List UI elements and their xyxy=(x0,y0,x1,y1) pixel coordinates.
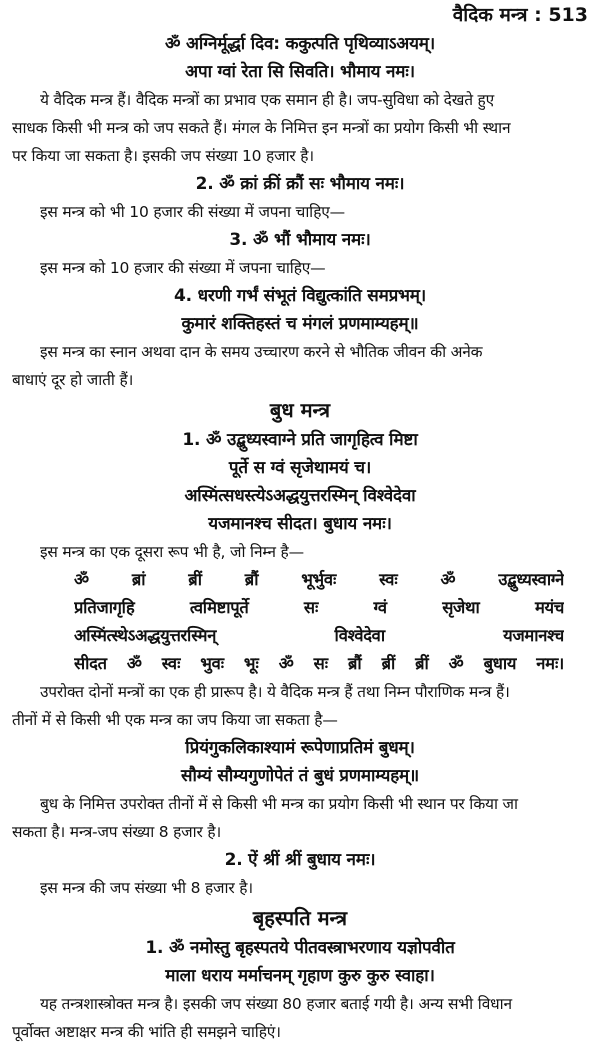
mantra-block xyxy=(12,566,588,678)
paragraph-line: बुध के निमित्त उपरोक्त तीनों में से किसी भी मन्त्र का प्रयोग किसी भी स्थान पर किया जा xyxy=(40,795,518,813)
mantra-line: अपा ग्वां रेता सि सिवति। भौमाय नमः। xyxy=(185,62,415,82)
paragraph-line: इस मन्त्र की जप संख्या भी 8 हजार है। xyxy=(40,879,253,897)
mantra-line: पूर्ते स ग्वं सृजेथामयं च। xyxy=(228,458,372,478)
mantra-line: यजमानश्च सीदत। बुधाय नमः। xyxy=(208,514,392,534)
mantra-line: माला धराय मर्माचनम् गृहाण कुरु कुरु स्वाहा। xyxy=(165,966,435,986)
mantra-line: ॐ ब्रां ब्रीं ब्रौं भूर्भुवः स्वः ॐ उद्बुध्यस्वाग्ने xyxy=(74,570,564,589)
mantra-line: 1. ॐ उद्बुध्यस्वाग्ने प्रति जागृहित्व मिष्टा xyxy=(182,430,418,450)
mantra-line: प्रियंगुकलिकाश्यामं रूपेणाप्रतिमं बुधम्। xyxy=(185,738,415,758)
paragraph-line: पर किया जा सकता है। इसकी जप संख्या 10 हजार है। xyxy=(12,147,314,165)
mantra-line: अस्मिंत्सधस्त्येऽअद्धयुत्तरस्मिन् विश्वेदेवा xyxy=(184,486,416,506)
mantra-line: 3. ॐ भौं भौमाय नमः। xyxy=(229,230,371,250)
paragraph-line: यह तन्त्रशास्त्रोक्त मन्त्र है। इसकी जप संख्या 80 हजार बताई गयी है। अन्य सभी विधान xyxy=(40,995,512,1013)
mantra-line: 2. ॐ क्रां क्रीं क्रौं सः भौमाय नमः। xyxy=(195,174,405,194)
mantra-line: 1. ॐ नमोस्तु बृहस्पतये पीतवस्त्राभरणाय यज्ञोपवीत xyxy=(145,938,455,958)
paragraph-line: साधक किसी भी मन्त्र को जप सकते हैं। मंगल के निमित्त इन मन्त्रों का प्रयोग किसी भी स्थान xyxy=(12,119,511,137)
section-heading-budh: बुध मन्त्र xyxy=(269,398,331,422)
paragraph-line: इस मन्त्र का स्नान अथवा दान के समय उच्चारण करने से भौतिक जीवन की अनेक xyxy=(40,343,483,361)
mantra-line: 2. ऐं श्रीं श्रीं बुधाय नमः। xyxy=(224,850,376,870)
paragraph-line: ये वैदिक मन्त्र हैं। वैदिक मन्त्रों का प्रभाव एक समान ही है। जप-सुविधा को देखते हुए xyxy=(40,91,494,109)
paragraph-line: इस मन्त्र को भी 10 हजार की संख्या में जपना चाहिए— xyxy=(40,203,345,221)
mantra-line: ॐ अग्निर्मूर्द्धा दिव: ककुत्पति पृथिव्याऽअयम्। xyxy=(165,34,435,54)
mantra-line: कुमारं शक्तिहस्तं च मंगलं प्रणमाम्यहम्॥ xyxy=(181,314,419,334)
paragraph-line: पूर्वोक्त अष्टाक्षर मन्त्र की भांति ही समझने चाहिएं। xyxy=(12,1023,281,1041)
paragraph-line: इस मन्त्र का एक दूसरा रूप भी है, जो निम्न है— xyxy=(40,543,304,561)
mantra-line: सौम्यं सौम्यगुणोपेतं तं बुधं प्रणमाम्यहम्॥ xyxy=(181,766,419,786)
page-content xyxy=(12,30,588,1046)
mantra-line: 4. धरणी गर्भं संभूतं विद्युत्कांति समप्रभम्। xyxy=(173,286,427,306)
paragraph-line: उपरोक्त दोनों मन्त्रों का एक ही प्रारूप है। ये वैदिक मन्त्र हैं तथा निम्न पौराणिक मन्त्र हैं। xyxy=(40,683,510,701)
mantra-line: प्रतिजागृहि त्वमिष्टापूर्ते सः ग्वं सृजेथा मयंच xyxy=(74,598,564,617)
paragraph-line: इस मन्त्र को 10 हजार की संख्या में जपना चाहिए— xyxy=(40,259,326,277)
mantra-line: सीदत ॐ स्वः भुवः भूः ॐ सः ब्रौं ब्रीं ब्रीं ॐ बुधाय नमः। xyxy=(74,654,564,673)
paragraph-line: सकता है। मन्त्र-जप संख्या 8 हजार है। xyxy=(12,823,222,841)
section-heading-brihaspati: बृहस्पति मन्त्र xyxy=(252,906,348,930)
running-head: वैदिक मन्त्र : 513 xyxy=(452,4,588,26)
paragraph-line: तीनों में से किसी भी एक मन्त्र का जप किया जा सकता है— xyxy=(12,711,338,729)
mantra-line: अस्मिंत्स्थेऽअद्धयुत्तरस्मिन् विश्वेदेवा यजमानश्च xyxy=(74,626,564,645)
paragraph-line: बाधाएं दूर हो जाती हैं। xyxy=(12,371,134,389)
